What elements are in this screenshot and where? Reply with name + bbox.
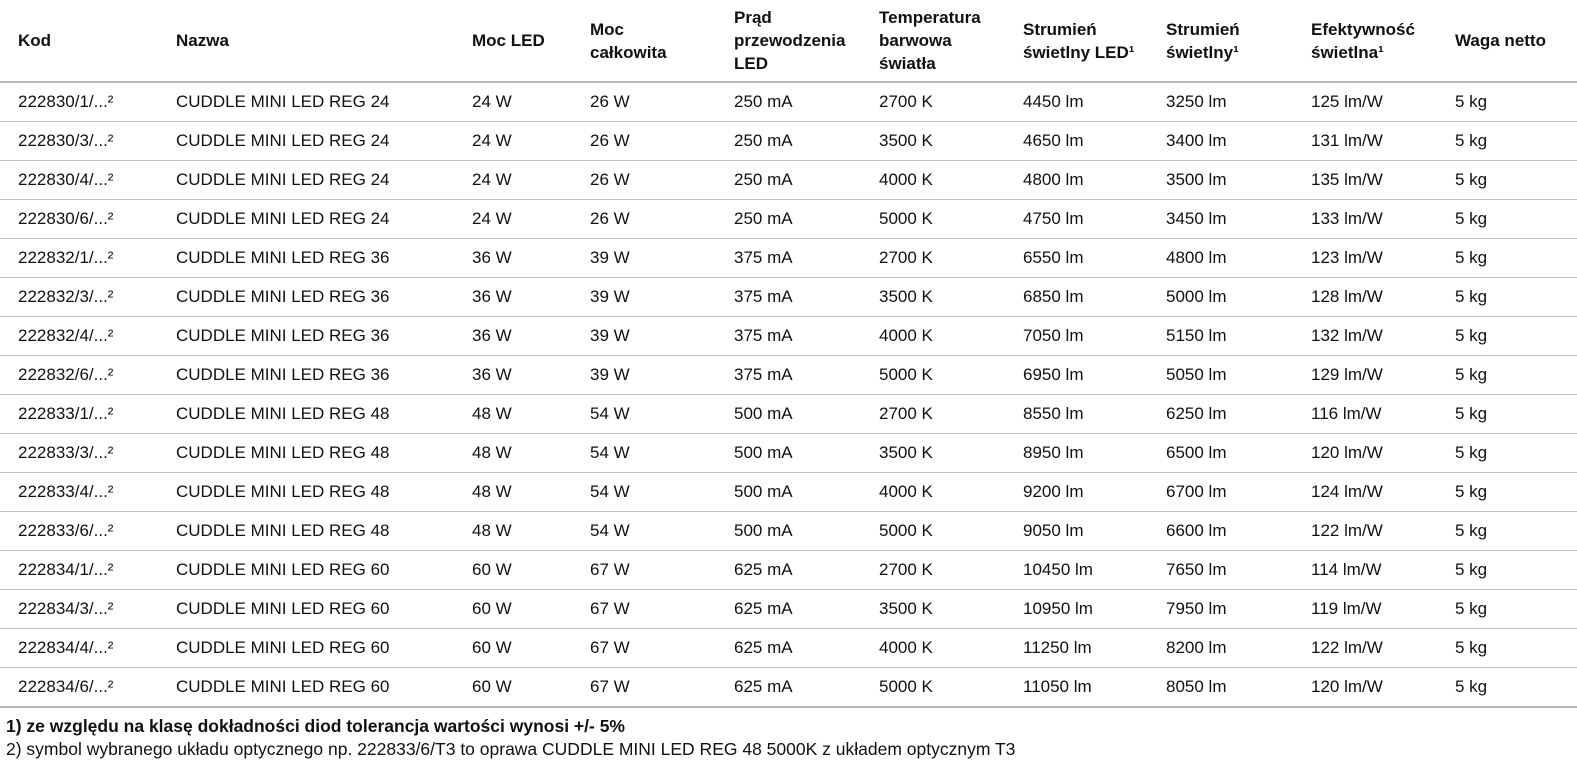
table-body bbox=[0, 82, 1577, 707]
table-cell: 5000 K bbox=[861, 668, 1005, 708]
table-cell: 122 lm/W bbox=[1293, 629, 1437, 668]
table-cell: 24 W bbox=[454, 200, 572, 239]
table-row bbox=[0, 512, 1577, 551]
table-cell: 5 kg bbox=[1437, 551, 1577, 590]
table-cell: 39 W bbox=[572, 239, 716, 278]
table-cell: CUDDLE MINI LED REG 36 bbox=[158, 278, 454, 317]
table-cell: 4750 lm bbox=[1005, 200, 1148, 239]
column-header bbox=[1437, 0, 1577, 82]
column-header-label: Temperatura barwowa światła bbox=[879, 8, 981, 73]
table-cell: 67 W bbox=[572, 551, 716, 590]
table-cell: 60 W bbox=[454, 590, 572, 629]
table-cell: 5 kg bbox=[1437, 590, 1577, 629]
column-header-label: Strumień świetlny¹ bbox=[1166, 19, 1240, 62]
table-cell: 2700 K bbox=[861, 551, 1005, 590]
table-cell: 11050 lm bbox=[1005, 668, 1148, 708]
table-cell: 5 kg bbox=[1437, 200, 1577, 239]
table-cell: 131 lm/W bbox=[1293, 122, 1437, 161]
table-cell: 375 mA bbox=[716, 356, 861, 395]
table-header bbox=[0, 0, 1577, 82]
table-cell: 6700 lm bbox=[1148, 473, 1293, 512]
table-cell: CUDDLE MINI LED REG 60 bbox=[158, 551, 454, 590]
table-cell: 375 mA bbox=[716, 239, 861, 278]
table-cell: 5 kg bbox=[1437, 317, 1577, 356]
table-row bbox=[0, 434, 1577, 473]
table-cell: 222834/3/...² bbox=[0, 590, 158, 629]
table-cell: 625 mA bbox=[716, 629, 861, 668]
table-cell: 36 W bbox=[454, 278, 572, 317]
table-cell: 5000 K bbox=[861, 356, 1005, 395]
table-cell: 39 W bbox=[572, 278, 716, 317]
table-cell: CUDDLE MINI LED REG 24 bbox=[158, 82, 454, 122]
table-cell: CUDDLE MINI LED REG 48 bbox=[158, 395, 454, 434]
table-cell: 67 W bbox=[572, 629, 716, 668]
table-cell: 3500 K bbox=[861, 122, 1005, 161]
table-cell: 11250 lm bbox=[1005, 629, 1148, 668]
column-header bbox=[1293, 0, 1437, 82]
column-header-label: Nazwa bbox=[176, 31, 229, 50]
column-header-label: Moc całkowita bbox=[590, 19, 667, 62]
table-row bbox=[0, 239, 1577, 278]
column-header bbox=[1005, 0, 1148, 82]
table-cell: CUDDLE MINI LED REG 60 bbox=[158, 590, 454, 629]
table-cell: 222834/6/...² bbox=[0, 668, 158, 708]
table-row bbox=[0, 629, 1577, 668]
table-cell: 500 mA bbox=[716, 512, 861, 551]
table-cell: 36 W bbox=[454, 239, 572, 278]
table-cell: 4000 K bbox=[861, 629, 1005, 668]
table-cell: 133 lm/W bbox=[1293, 200, 1437, 239]
table-cell: 5 kg bbox=[1437, 278, 1577, 317]
table-cell: 24 W bbox=[454, 161, 572, 200]
table-cell: 222832/1/...² bbox=[0, 239, 158, 278]
table-cell: 54 W bbox=[572, 434, 716, 473]
table-cell: 5050 lm bbox=[1148, 356, 1293, 395]
table-cell: 4650 lm bbox=[1005, 122, 1148, 161]
table-cell: 24 W bbox=[454, 122, 572, 161]
table-cell: 39 W bbox=[572, 356, 716, 395]
table-row bbox=[0, 473, 1577, 512]
table-cell: 222834/1/...² bbox=[0, 551, 158, 590]
table-row bbox=[0, 356, 1577, 395]
table-cell: 26 W bbox=[572, 161, 716, 200]
column-header-label: Waga netto bbox=[1455, 31, 1546, 50]
table-cell: 4000 K bbox=[861, 161, 1005, 200]
table-cell: 6500 lm bbox=[1148, 434, 1293, 473]
table-cell: 8200 lm bbox=[1148, 629, 1293, 668]
table-cell: 6550 lm bbox=[1005, 239, 1148, 278]
table-cell: 250 mA bbox=[716, 200, 861, 239]
table-cell: CUDDLE MINI LED REG 24 bbox=[158, 161, 454, 200]
table-cell: 67 W bbox=[572, 668, 716, 708]
table-cell: 222833/4/...² bbox=[0, 473, 158, 512]
table-cell: 9050 lm bbox=[1005, 512, 1148, 551]
table-cell: 116 lm/W bbox=[1293, 395, 1437, 434]
table-row bbox=[0, 82, 1577, 122]
table-cell: 120 lm/W bbox=[1293, 668, 1437, 708]
column-header bbox=[158, 0, 454, 82]
table-cell: 54 W bbox=[572, 395, 716, 434]
table-cell: 222830/4/...² bbox=[0, 161, 158, 200]
table-cell: 39 W bbox=[572, 317, 716, 356]
table-cell: 60 W bbox=[454, 629, 572, 668]
table-cell: 222830/1/...² bbox=[0, 82, 158, 122]
table-cell: 48 W bbox=[454, 434, 572, 473]
table-cell: 3400 lm bbox=[1148, 122, 1293, 161]
table-cell: 5 kg bbox=[1437, 161, 1577, 200]
table-cell: 5 kg bbox=[1437, 473, 1577, 512]
table-cell: 3500 K bbox=[861, 590, 1005, 629]
table-cell: 48 W bbox=[454, 512, 572, 551]
table-cell: 222833/1/...² bbox=[0, 395, 158, 434]
table-cell: 24 W bbox=[454, 82, 572, 122]
table-cell: 2700 K bbox=[861, 395, 1005, 434]
table-cell: 8550 lm bbox=[1005, 395, 1148, 434]
footnotes bbox=[6, 715, 1571, 761]
table-cell: 123 lm/W bbox=[1293, 239, 1437, 278]
column-header bbox=[0, 0, 158, 82]
table-cell: 500 mA bbox=[716, 395, 861, 434]
table-cell: 3250 lm bbox=[1148, 82, 1293, 122]
table-cell: 5000 lm bbox=[1148, 278, 1293, 317]
table-row bbox=[0, 122, 1577, 161]
table-cell: 222830/6/...² bbox=[0, 200, 158, 239]
column-header-label: Moc LED bbox=[472, 31, 545, 50]
table-cell: 2700 K bbox=[861, 82, 1005, 122]
table-cell: 5 kg bbox=[1437, 434, 1577, 473]
table-row bbox=[0, 317, 1577, 356]
table-cell: 222833/3/...² bbox=[0, 434, 158, 473]
table-cell: 3500 K bbox=[861, 278, 1005, 317]
table-cell: 5 kg bbox=[1437, 122, 1577, 161]
table-cell: 2700 K bbox=[861, 239, 1005, 278]
table-cell: 119 lm/W bbox=[1293, 590, 1437, 629]
table-cell: 5000 K bbox=[861, 512, 1005, 551]
table-cell: 4800 lm bbox=[1005, 161, 1148, 200]
table-cell: 5 kg bbox=[1437, 629, 1577, 668]
table-cell: CUDDLE MINI LED REG 48 bbox=[158, 512, 454, 551]
table-cell: 7050 lm bbox=[1005, 317, 1148, 356]
table-cell: 3450 lm bbox=[1148, 200, 1293, 239]
table-cell: 500 mA bbox=[716, 434, 861, 473]
footnote-1: 1) ze względu na klasę dokładności diod tolerancja wartości wynosi +/- 5% bbox=[6, 716, 625, 736]
table-cell: 5 kg bbox=[1437, 668, 1577, 708]
table-cell: CUDDLE MINI LED REG 48 bbox=[158, 434, 454, 473]
table-cell: 7950 lm bbox=[1148, 590, 1293, 629]
footnote-2: 2) symbol wybranego układu optycznego np. 222833/6/T3 to oprawa CUDDLE MINI LED REG 48 5000K z układem optycznym T3 bbox=[6, 739, 1016, 759]
table-cell: 54 W bbox=[572, 512, 716, 551]
table-cell: 60 W bbox=[454, 668, 572, 708]
table-cell: 222830/3/...² bbox=[0, 122, 158, 161]
table-row bbox=[0, 200, 1577, 239]
table-cell: 222832/4/...² bbox=[0, 317, 158, 356]
table-cell: 6950 lm bbox=[1005, 356, 1148, 395]
table-cell: 9200 lm bbox=[1005, 473, 1148, 512]
table-cell: 7650 lm bbox=[1148, 551, 1293, 590]
table-row bbox=[0, 395, 1577, 434]
table-cell: 36 W bbox=[454, 356, 572, 395]
table-row bbox=[0, 590, 1577, 629]
table-cell: 222832/3/...² bbox=[0, 278, 158, 317]
table-row bbox=[0, 161, 1577, 200]
table-cell: CUDDLE MINI LED REG 24 bbox=[158, 122, 454, 161]
table-cell: 5 kg bbox=[1437, 512, 1577, 551]
table-row bbox=[0, 668, 1577, 708]
table-cell: 60 W bbox=[454, 551, 572, 590]
table-cell: 26 W bbox=[572, 200, 716, 239]
table-cell: 6850 lm bbox=[1005, 278, 1148, 317]
column-header bbox=[454, 0, 572, 82]
table-cell: CUDDLE MINI LED REG 36 bbox=[158, 239, 454, 278]
table-cell: CUDDLE MINI LED REG 36 bbox=[158, 317, 454, 356]
table-cell: 124 lm/W bbox=[1293, 473, 1437, 512]
table-cell: 128 lm/W bbox=[1293, 278, 1437, 317]
table-cell: 6250 lm bbox=[1148, 395, 1293, 434]
table-cell: 250 mA bbox=[716, 161, 861, 200]
table-cell: 4000 K bbox=[861, 473, 1005, 512]
column-header bbox=[716, 0, 861, 82]
table-cell: 625 mA bbox=[716, 590, 861, 629]
table-cell: 375 mA bbox=[716, 317, 861, 356]
table-cell: 135 lm/W bbox=[1293, 161, 1437, 200]
column-header-label: Prąd przewodzenia LED bbox=[734, 8, 846, 73]
table-cell: 8950 lm bbox=[1005, 434, 1148, 473]
table-cell: 5 kg bbox=[1437, 82, 1577, 122]
table-cell: CUDDLE MINI LED REG 48 bbox=[158, 473, 454, 512]
header-row bbox=[0, 0, 1577, 82]
table-cell: 5 kg bbox=[1437, 239, 1577, 278]
table-cell: CUDDLE MINI LED REG 36 bbox=[158, 356, 454, 395]
table-cell: 5 kg bbox=[1437, 356, 1577, 395]
table-cell: 120 lm/W bbox=[1293, 434, 1437, 473]
table-cell: 67 W bbox=[572, 590, 716, 629]
table-cell: CUDDLE MINI LED REG 60 bbox=[158, 629, 454, 668]
table-cell: 250 mA bbox=[716, 82, 861, 122]
table-cell: 48 W bbox=[454, 473, 572, 512]
table-cell: 222833/6/...² bbox=[0, 512, 158, 551]
table-cell: 625 mA bbox=[716, 668, 861, 708]
table-cell: 222832/6/...² bbox=[0, 356, 158, 395]
table-cell: 10950 lm bbox=[1005, 590, 1148, 629]
table-cell: 36 W bbox=[454, 317, 572, 356]
table-cell: 5150 lm bbox=[1148, 317, 1293, 356]
table-cell: 4000 K bbox=[861, 317, 1005, 356]
table-cell: 6600 lm bbox=[1148, 512, 1293, 551]
table-cell: 8050 lm bbox=[1148, 668, 1293, 708]
table-cell: 500 mA bbox=[716, 473, 861, 512]
table-row bbox=[0, 278, 1577, 317]
column-header bbox=[572, 0, 716, 82]
table-cell: CUDDLE MINI LED REG 60 bbox=[158, 668, 454, 708]
table-cell: 250 mA bbox=[716, 122, 861, 161]
table-cell: 132 lm/W bbox=[1293, 317, 1437, 356]
table-cell: 222834/4/...² bbox=[0, 629, 158, 668]
table-cell: 122 lm/W bbox=[1293, 512, 1437, 551]
table-cell: 129 lm/W bbox=[1293, 356, 1437, 395]
column-header-label: Strumień świetlny LED¹ bbox=[1023, 19, 1135, 62]
table-cell: 114 lm/W bbox=[1293, 551, 1437, 590]
table-cell: 375 mA bbox=[716, 278, 861, 317]
table-cell: 3500 lm bbox=[1148, 161, 1293, 200]
table-cell: 26 W bbox=[572, 82, 716, 122]
table-cell: 5000 K bbox=[861, 200, 1005, 239]
table-cell: 54 W bbox=[572, 473, 716, 512]
table-cell: 48 W bbox=[454, 395, 572, 434]
table-cell: 625 mA bbox=[716, 551, 861, 590]
table-cell: CUDDLE MINI LED REG 24 bbox=[158, 200, 454, 239]
column-header-label: Efektywność świetlna¹ bbox=[1311, 19, 1415, 62]
table-cell: 4800 lm bbox=[1148, 239, 1293, 278]
table-cell: 3500 K bbox=[861, 434, 1005, 473]
column-header bbox=[1148, 0, 1293, 82]
column-header bbox=[861, 0, 1005, 82]
table-cell: 5 kg bbox=[1437, 395, 1577, 434]
table-cell: 10450 lm bbox=[1005, 551, 1148, 590]
column-header-label: Kod bbox=[18, 31, 52, 50]
table-cell: 26 W bbox=[572, 122, 716, 161]
table-row bbox=[0, 551, 1577, 590]
table-cell: 4450 lm bbox=[1005, 82, 1148, 122]
table-cell: 125 lm/W bbox=[1293, 82, 1437, 122]
